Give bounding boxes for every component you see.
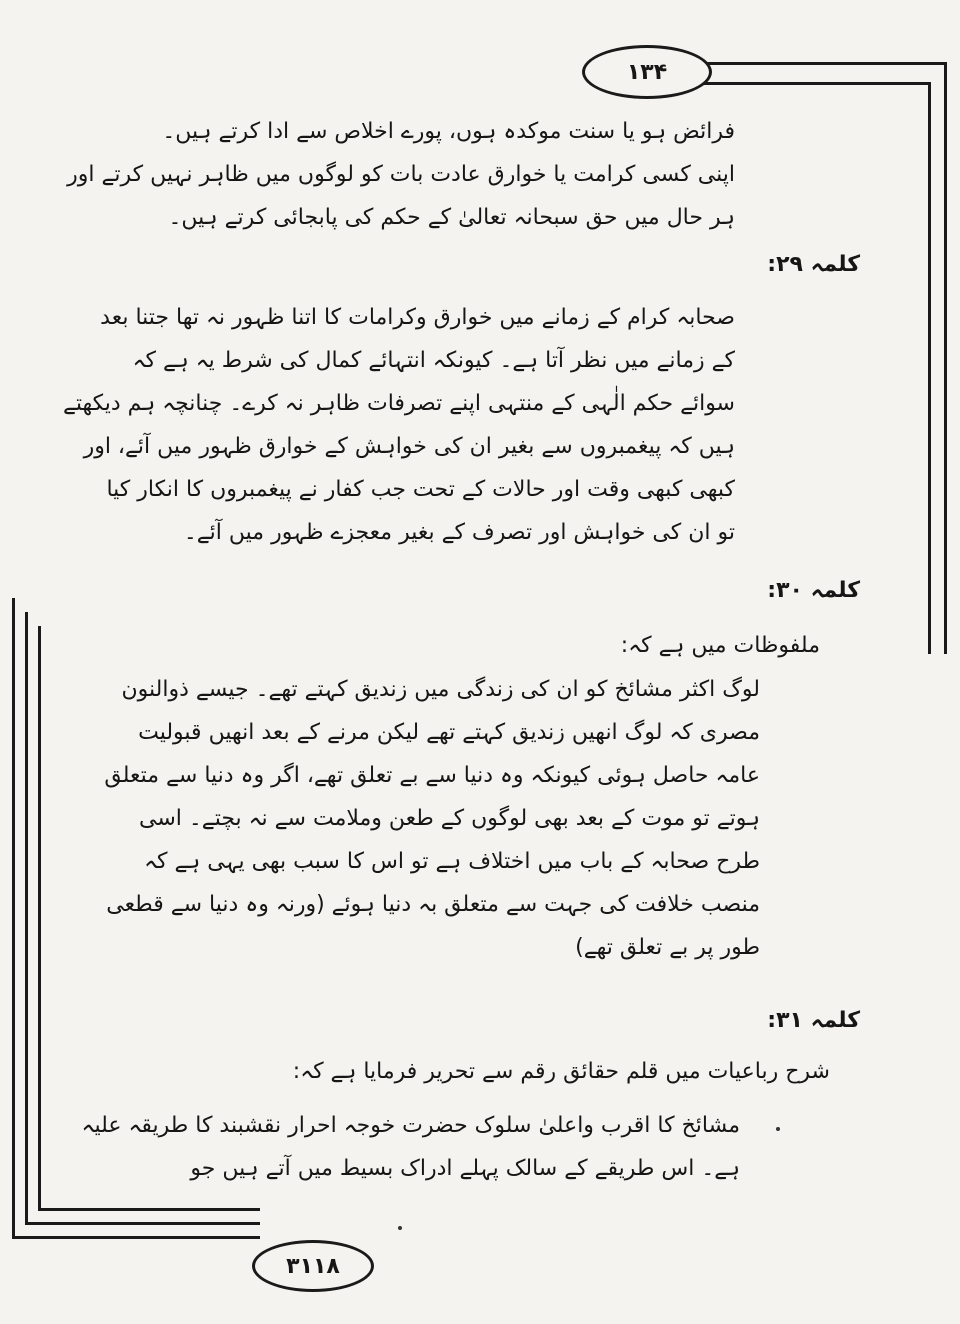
text-line: طرح صحابہ کے باب میں اختلاف ہے تو اس کا سبب بھی یہی ہے کہ (144, 849, 760, 874)
upper-intro-paragraph (67, 110, 735, 239)
text-line: ہر حال میں حق سبحانہ تعالیٰ کے حکم کی پابجائی کرتے ہیں۔ (168, 205, 735, 230)
lower-frame-middle-left (25, 612, 28, 1224)
upper-frame-outer-top (700, 62, 947, 65)
kalima-31-paragraph (81, 1104, 740, 1190)
kalima-30-paragraph (104, 668, 760, 969)
upper-frame-inner-right (928, 82, 931, 654)
malfuzat-intro: ملفوظات میں ہے کہ: (620, 633, 820, 658)
text-line: کے زمانے میں نظر آتا ہے۔ کیونکہ انتہائے کمال کی شرط یہ ہے کہ (132, 348, 735, 373)
scan-speck (398, 1226, 402, 1230)
text-line: اپنی کسی کرامت یا خوارق عادت بات کو لوگوں میں ظاہر نہیں کرتے اور (67, 162, 735, 187)
text-line: ہے۔ اس طریقے کے سالک پہلے ادراک بسیط میں آتے ہیں جو (190, 1156, 740, 1181)
text-line: عامہ حاصل ہوئی کیونکہ وہ دنیا سے بے تعلق تھے، اگر وہ دنیا سے متعلق (104, 763, 760, 788)
kalima-30-heading: کلمہ ۳۰: (767, 578, 860, 603)
text-line: مشائخ کا اقرب واعلیٰ سلوک حضرت خوجہ احرار نقشبند کا طریقہ علیہ (81, 1113, 740, 1138)
lower-frame-inner-left (38, 626, 41, 1210)
text-line: سوائے حکم الٰہی کے منتہی اپنے تصرفات ظاہر نہ کرے۔ چنانچہ ہم دیکھتے (62, 391, 735, 416)
text-line: مصری کہ لوگ انھیں زندیق کہتے تھے لیکن مرنے کے بعد انھیں قبولیت (138, 720, 760, 745)
upper-frame-outer-right (944, 62, 947, 654)
scan-speck (776, 1127, 780, 1131)
text-line: صحابہ کرام کے زمانے میں خوارق وکرامات کا اتنا ظہور نہ تھا جتنا بعد (100, 305, 735, 330)
lower-frame-inner-bottom (38, 1208, 260, 1211)
kalima-31-heading: کلمہ ۳۱: (767, 1008, 860, 1033)
text-line: طور پر بے تعلق تھے) (575, 935, 760, 960)
text-line: فرائض ہو یا سنت موکدہ ہوں، پورے اخلاص سے ادا کرتے ہیں۔ (162, 119, 735, 144)
text-line: لوگ اکثر مشائخ کو ان کی زندگی میں زندیق کہتے تھے۔ جیسے ذوالنون (121, 677, 760, 702)
kalima-31-intro: شرح رباعیات میں قلم حقائق رقم سے تحریر فرمایا ہے کہ: (292, 1059, 830, 1084)
lower-frame-outer-bottom (12, 1236, 260, 1239)
upper-frame-inner-top (700, 82, 931, 85)
lower-page-number: ۳۱۱۸ (252, 1240, 374, 1292)
text-line: ہوتے تو موت کے بعد بھی لوگوں کے طعن وملامت سے نہ بچتے۔ اسی (139, 806, 760, 831)
upper-page-number: ۱۳۴ (582, 45, 712, 99)
text-line: ہیں کہ پیغمبروں سے بغیر ان کی خواہش کے خوارق ظہور میں آئے، اور (83, 434, 735, 459)
lower-frame-middle-bottom (25, 1222, 260, 1225)
kalima-29-heading: کلمہ ۲۹: (767, 252, 860, 277)
text-line: تو ان کی خواہش اور تصرف کے بغیر معجزے ظہور میں آئے۔ (183, 520, 735, 545)
text-line: کبھی کبھی وقت اور حالات کے تحت جب کفار نے پیغمبروں کا انکار کیا (106, 477, 735, 502)
lower-frame-outer-left (12, 598, 15, 1238)
text-line: منصب خلافت کی جہت سے متعلق بہ دنیا ہوئے (ورنہ وہ دنیا سے قطعی (106, 892, 760, 917)
kalima-29-paragraph (62, 296, 735, 554)
